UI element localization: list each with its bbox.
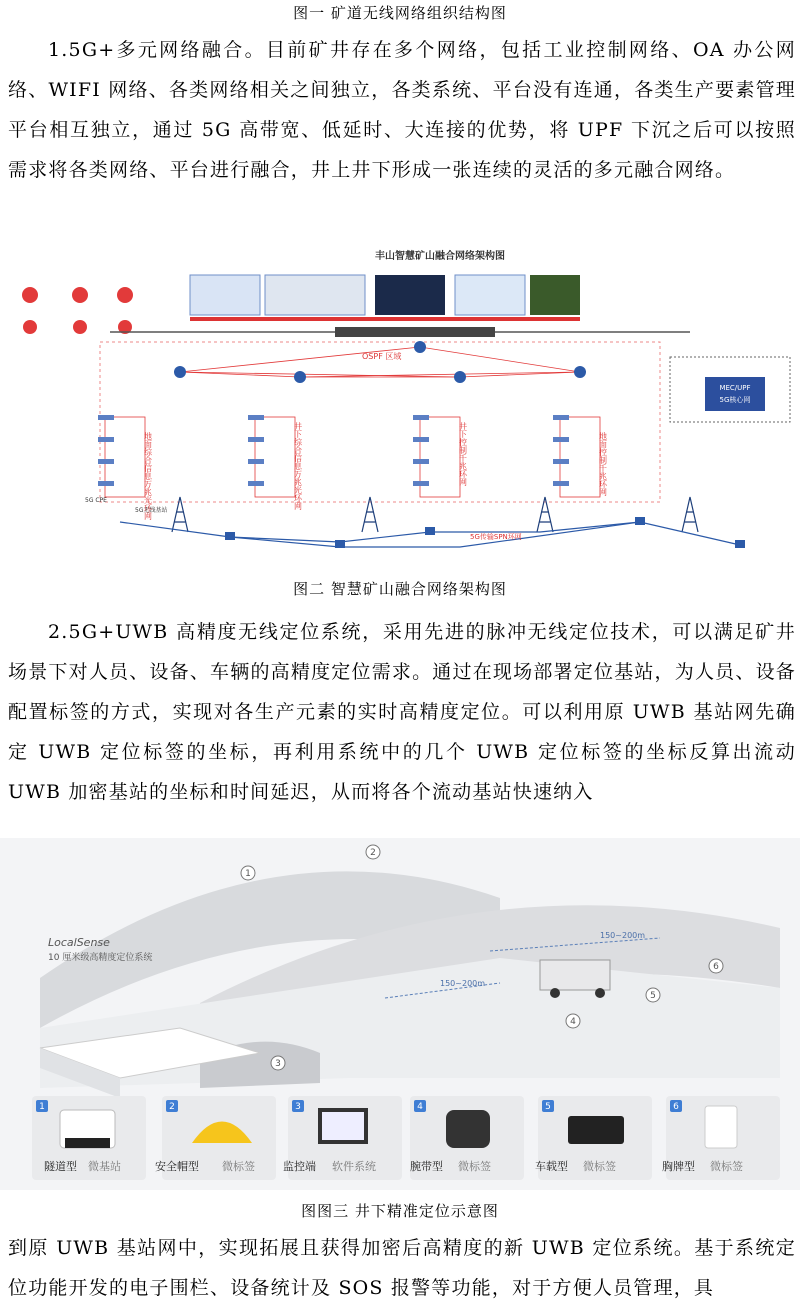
uwb-illustration: [0, 838, 800, 1190]
figure3-caption: 图图三 井下精准定位示意图: [301, 1202, 499, 1220]
paragraph-2: [8, 612, 796, 812]
paragraph-3-text: 到原 UWB 基站网中，实现拓展且获得加密后高精度的新 UWB 定位系统。基于系统定位功能开发的电子围栏、设备统计及 SOS 报警等功能，对于方便人员管理，具: [8, 1237, 796, 1299]
device-num-5: 5: [545, 1102, 551, 1112]
cpe-label: 5G CPE: [85, 497, 107, 504]
ospf-label: OSPF 区域: [362, 352, 402, 361]
network-architecture-figure: [0, 247, 800, 567]
ring-label-2: 井下综合信息万兆光环网: [293, 422, 303, 510]
device-num-3: 3: [295, 1102, 301, 1112]
ring-label-3: 井下控制千兆环网: [458, 422, 468, 486]
device-name-6: 胸牌型: [662, 1160, 695, 1173]
device-num-1: 1: [39, 1102, 45, 1112]
device-num-6: 6: [673, 1102, 679, 1112]
device-name-1: 隧道型: [44, 1160, 77, 1173]
device-name-4: 腕带型: [410, 1160, 443, 1173]
device-name-5: 车载型: [535, 1160, 568, 1173]
distance-label-1: 150~200m: [440, 979, 486, 988]
network-diagram: [0, 247, 800, 567]
paragraph-1: [8, 30, 796, 190]
bs-label: 5G无线基站: [135, 507, 168, 514]
device-sub-2: 微标签: [222, 1160, 255, 1173]
device-sub-5: 微标签: [583, 1160, 616, 1173]
system-subtitle: 10 厘米级高精度定位系统: [48, 953, 153, 963]
device-sub-4: 微标签: [458, 1160, 491, 1173]
callout-1: 1: [245, 869, 251, 879]
paragraph-2-text: 2.5G+UWB 高精度无线定位系统，采用先进的脉冲无线定位技术，可以满足矿井场景下对人员、设备、车辆的高精度定位需求。通过在现场部署定位基站，为人员、设备配置标签的方式，实现对各生产元素的实时高精度定位。可以利用原 UWB 基站网先确定 UWB 定位标签的坐标，再利用系统中的几个 UWB 定位标签的坐标反算出流动 UWB 加密基站的坐标和时间延迟，从而将各个流动基站快速纳入: [8, 621, 796, 803]
brand-logo: LocalSense: [48, 936, 110, 949]
callout-6: 6: [713, 962, 719, 972]
device-sub-6: 微标签: [710, 1160, 743, 1173]
callout-5: 5: [650, 991, 656, 1001]
callout-2: 2: [370, 848, 376, 858]
paragraph-1-text: 1.5G+多元网络融合。目前矿井存在多个网络，包括工业控制网络、OA 办公网络、WIFI 网络、各类网络相关之间独立，各类系统、平台没有连通，各类生产要素管理平台相互独立，通过 5G 高带宽、低延时、大连接的优势，将 UPF 下沉之后可以按照需求将各类网络、平台进行融合，井上井下形成一张连续的灵活的多元融合网络。: [8, 39, 796, 181]
paragraph-3: [8, 1228, 796, 1308]
figure1-caption: 图一 矿道无线网络组织结构图: [293, 4, 507, 22]
figure2-caption: 图二 智慧矿山融合网络架构图: [293, 580, 507, 598]
device-num-4: 4: [417, 1102, 423, 1112]
mec-label: MEC/UPF: [719, 384, 751, 392]
device-num-2: 2: [169, 1102, 175, 1112]
callout-3: 3: [275, 1059, 281, 1069]
device-sub-1: 微基站: [88, 1160, 121, 1173]
spn-ring-label: 5G传输SPN环网: [470, 533, 522, 541]
ring-label-4: 地面控制千兆环网: [598, 432, 608, 496]
core-label: 5G核心网: [719, 396, 751, 404]
device-name-3: 监控端: [283, 1160, 316, 1173]
device-name-2: 安全帽型: [155, 1160, 199, 1173]
distance-label-2: 150~200m: [600, 931, 646, 940]
fig2-title: 丰山智慧矿山融合网络架构图: [375, 251, 505, 262]
device-sub-3: 软件系统: [332, 1160, 376, 1173]
ring-label-1: 地面综合信息万兆光环网: [143, 432, 153, 520]
uwb-positioning-figure: [0, 838, 800, 1190]
callout-4: 4: [570, 1017, 576, 1027]
